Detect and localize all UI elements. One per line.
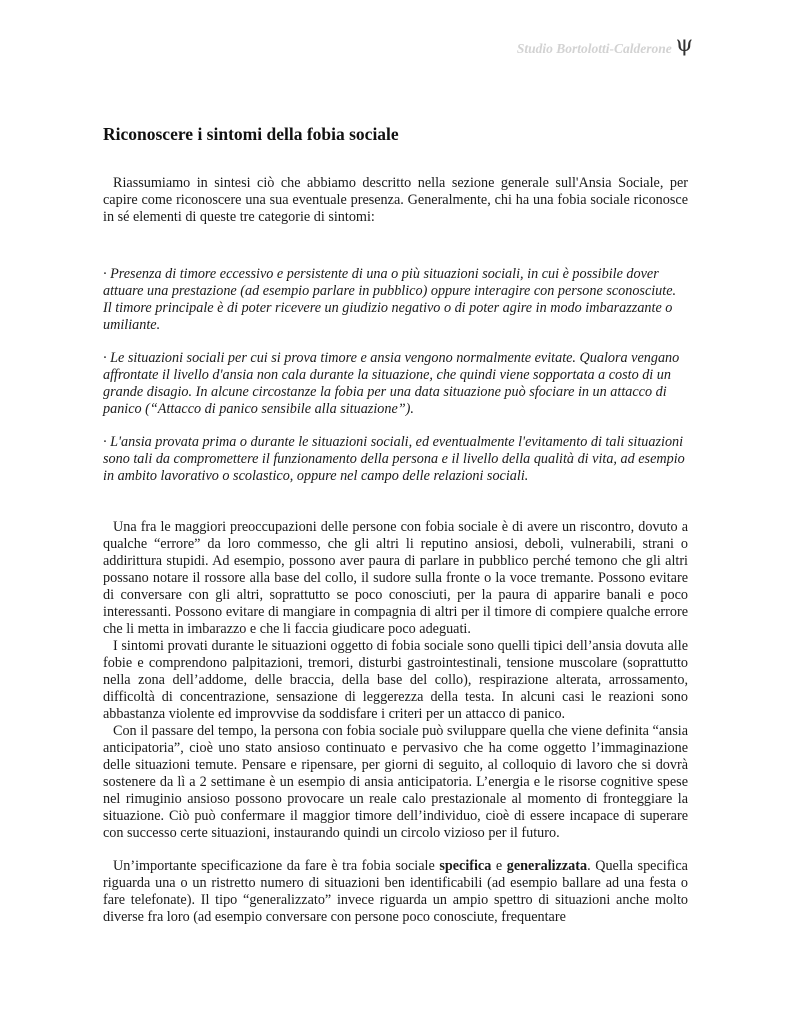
text-span: Un’importante specificazione da fare è tra fobia sociale	[113, 858, 440, 874]
bold-term-generalizzata: generalizzata	[506, 858, 588, 874]
text-span: . Quella specifica riguarda una o un ristretto numero di situazioni ben identificabili (ad esempio ballare ad una festa o fare telefonate). Il tipo “generalizzato” invece riguarda un ampio spettro di situazioni anche molto diverse fra loro (ad esempio conversare con persone poco conosciute, frequentare	[103, 858, 688, 925]
psi-logo-icon: ψ	[675, 32, 693, 57]
body-paragraph: I sintomi provati durante le situazioni oggetto di fobia sociale sono quelli tipici dell’ansia dovuta alle fobie e comprendono palpitazioni, tremori, disturbi gastrointestinali, tensione muscolare (soprattutto nella zona dell’addome, delle braccia, della base del collo), respirazione alterata, arrossamento, difficoltà di concentrazione, sensazione di leggerezza della testa. In alcuni casi le reazioni sono abbastanza violente ed improvvise da soddisfare i criteri per un attacco di panico.	[103, 638, 688, 722]
symptom-list	[103, 266, 688, 485]
studio-name: Studio Bortolotti-Calderone	[516, 41, 672, 56]
symptom-item: · Presenza di timore eccessivo e persistente di una o più situazioni sociali, in cui è possibile dover attuare una prestazione (ad esempio parlare in pubblico) oppure interagire con persone sconosciute. Il timore principale è di poter ricevere un giudizio negativo o di poter agire in modo imbarazzante o umiliante.	[103, 266, 677, 333]
document-body	[103, 124, 688, 926]
body-paragraph: Con il passare del tempo, la persona con fobia sociale può sviluppare quella che viene definita “ansia anticipatoria”, cioè uno stato ansioso continuato e pervasivo che ha come oggetto l’immaginazione delle situazioni temute. Pensare e ripensare, per giorni di seguito, al colloquio di lavoro che si dovrà sostenere da lì a 2 settimane è un esempio di ansia anticipatoria. L’energia e le risorse cognitive spese nel rimuginio ansioso possono provocare un reale calo prestazionale al momento di fronteggiare la situazione. Ciò può confermare il maggior timore dell’individuo, cioè di essere incapace di superare con successo certe situazioni, instaurando quindi un circolo vizioso per il futuro.	[103, 723, 688, 841]
symptom-item: · Le situazioni sociali per cui si prova timore e ansia vengono normalmente evitate. Qualora vengano affrontate il livello d'ansia non cala durante la situazione, che quindi viene sopportata a costo di un grande disagio. In alcune circostanze la fobia per una data situazione può sfociare in un attacco di panico (“Attacco di panico sensibile alla situazione”).	[103, 350, 680, 417]
document-title: Riconoscere i sintomi della fobia sociale	[103, 124, 399, 144]
bold-term-specifica: specifica	[439, 858, 492, 874]
symptom-item: · L'ansia provata prima o durante le situazioni sociali, ed eventualmente l'evitamento di tali situazioni sono tali da compromettere il funzionamento della persona e il livello della qualità di vita, ad esempio in ambito lavorativo o scolastico, oppure nel campo delle relazioni sociali.	[103, 434, 685, 484]
body-paragraph: Una fra le maggiori preoccupazioni delle persone con fobia sociale è di avere un riscontro, dovuto a qualche “errore” da loro commesso, che gli altri li reputino ansiosi, deboli, vulnerabili, strani o addirittura stupidi. Ad esempio, possono aver paura di parlare in pubblico perché temono che gli altri possano notare il rossore alla base del collo, il sudore sulla fronte o la voce tremante. Possono evitare di conversare con gli altri, soprattutto se poco conosciuti, per la paura di apparire banali e poco interessanti. Possono evitare di mangiare in compagnia di altri per il timore di compiere qualche errore che li metta in imbarazzo e che li faccia giudicare poco adeguati.	[103, 519, 688, 637]
body-paragraph-last	[103, 858, 688, 926]
intro-paragraph: Riassumiamo in sintesi ciò che abbiamo descritto nella sezione generale sull'Ansia Sociale, per capire come riconoscere una sua eventuale presenza. Generalmente, chi ha una fobia sociale riconosce in sé elementi di queste tre categorie di sintomi:	[103, 175, 688, 225]
page-header	[516, 32, 693, 60]
text-span: e	[491, 858, 507, 874]
